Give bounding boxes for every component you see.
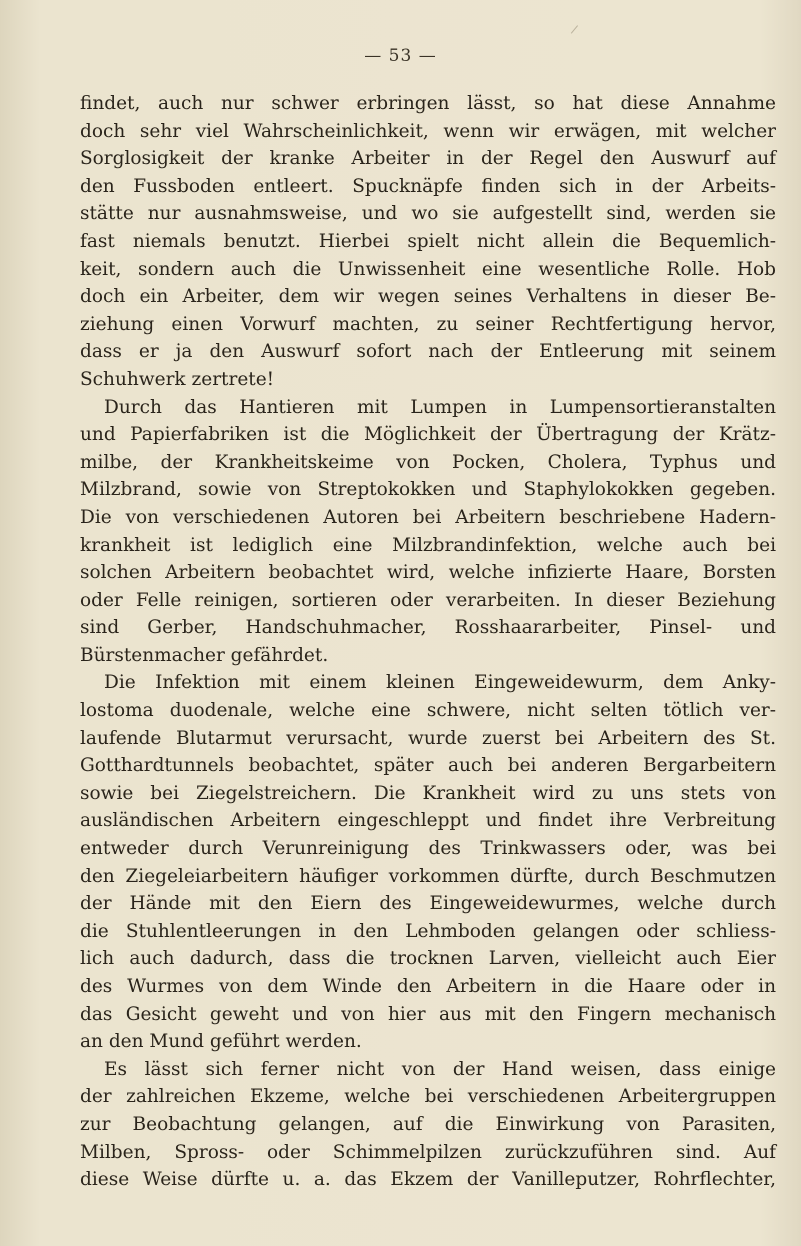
text-line: milbe, der Krankheitskeime von Pocken, Cholera, Typhus und [80, 451, 776, 473]
text-line: ziehung einen Vorwurf machten, zu seiner Rechtfertigung hervor, [80, 313, 776, 335]
text-line: doch sehr viel Wahrscheinlichkeit, wenn wir erwägen, mit welcher [80, 120, 776, 142]
text-line: lostoma duodenale, welche eine schwere, nicht selten tötlich ver- [80, 700, 776, 722]
text-line: Die Infektion mit einem kleinen Eingeweidewurm, dem Anky- [104, 672, 776, 694]
text-line: an den Mund geführt werden. [80, 1031, 362, 1053]
text-line: fast niemals benutzt. Hierbei spielt nicht allein die Bequemlich- [80, 230, 776, 252]
text-line: dass er ja den Auswurf sofort nach der Entleerung mit seinem [80, 341, 776, 363]
text-line: krankheit ist lediglich eine Milzbrandinfektion, welche auch bei [80, 534, 776, 556]
text-line: des Wurmes von dem Winde den Arbeitern in die Haare oder in [80, 976, 776, 997]
text-line: Sorglosigkeit der kranke Arbeiter in der Regel den Auswurf auf [80, 148, 776, 170]
text-line: Gotthardtunnels beobachtet, später auch bei anderen Bergarbeitern [80, 755, 776, 777]
pencil-mark [571, 25, 584, 38]
text-line: solchen Arbeitern beobachtet wird, welche infizierte Haare, Borsten [80, 562, 776, 584]
text-line: lich auch dadurch, dass die trocknen Larven, vielleicht auch Eier [80, 948, 776, 970]
text-line: sind Gerber, Handschuhmacher, Rosshaararbeiter, Pinsel- und [80, 617, 776, 639]
text-line: laufende Blutarmut verursacht, wurde zuerst bei Arbeitern des St. [80, 727, 776, 749]
text-line: ausländischen Arbeitern eingeschleppt und findet ihre Verbreitung [80, 810, 776, 832]
text-line: doch ein Arbeiter, dem wir wegen seines Verhaltens in dieser Be- [80, 286, 776, 308]
text-line: oder Felle reinigen, sortieren oder verarbeiten. In dieser Beziehung [80, 589, 776, 611]
text-line: keit, sondern auch die Unwissenheit eine wesentliche Rolle. Hob [80, 258, 776, 280]
text-line: den Fussboden entleert. Spucknäpfe finden sich in der Arbeits- [80, 175, 776, 197]
text-line: findet, auch nur schwer erbringen lässt, so hat diese Annahme [80, 93, 776, 114]
text-line: Bürstenmacher gefährdet. [80, 644, 329, 666]
text-line: Milzbrand, sowie von Streptokokken und Staphylokokken gegeben. [80, 479, 776, 501]
text-line: Durch das Hantieren mit Lumpen in Lumpensortieranstalten [104, 396, 776, 418]
text-line: Es lässt sich ferner nicht von der Hand weisen, dass einige [104, 1058, 776, 1080]
text-line: den Ziegeleiarbeitern häufiger vorkommen dürfte, durch Beschmutzen [80, 865, 776, 887]
text-line: zur Beobachtung gelangen, auf die Einwirkung von Parasiten, [80, 1113, 776, 1135]
text-line: der Hände mit den Eiern des Eingeweidewurmes, welche durch [80, 893, 776, 915]
text-line: sowie bei Ziegelstreichern. Die Krankheit wird zu uns stets von [80, 782, 776, 804]
body-text [80, 90, 776, 1194]
text-line: diese Weise dürfte u. a. das Ekzem der Vanilleputzer, Rohrflechter, [80, 1169, 776, 1191]
text-line: Milben, Spross- oder Schimmelpilzen zurückzuführen sind. Auf [80, 1141, 776, 1163]
text-line: stätte nur ausnahmsweise, und wo sie aufgestellt sind, werden sie [80, 203, 776, 225]
text-line: Die von verschiedenen Autoren bei Arbeitern beschriebene Hadern- [80, 506, 776, 528]
text-line: der zahlreichen Ekzeme, welche bei verschiedenen Arbeitergruppen [80, 1086, 776, 1108]
text-line: entweder durch Verunreinigung des Trinkwassers oder, was bei [80, 838, 776, 860]
text-line: das Gesicht geweht und von hier aus mit den Fingern mechanisch [80, 1003, 776, 1025]
text-line: Schuhwerk zertrete! [80, 368, 275, 390]
text-line: und Papierfabriken ist die Möglichkeit der Übertragung der Krätz- [80, 424, 776, 446]
text-line: die Stuhlentleerungen in den Lehmboden gelangen oder schliess- [80, 920, 776, 942]
page-number: — 53 — [364, 46, 437, 66]
